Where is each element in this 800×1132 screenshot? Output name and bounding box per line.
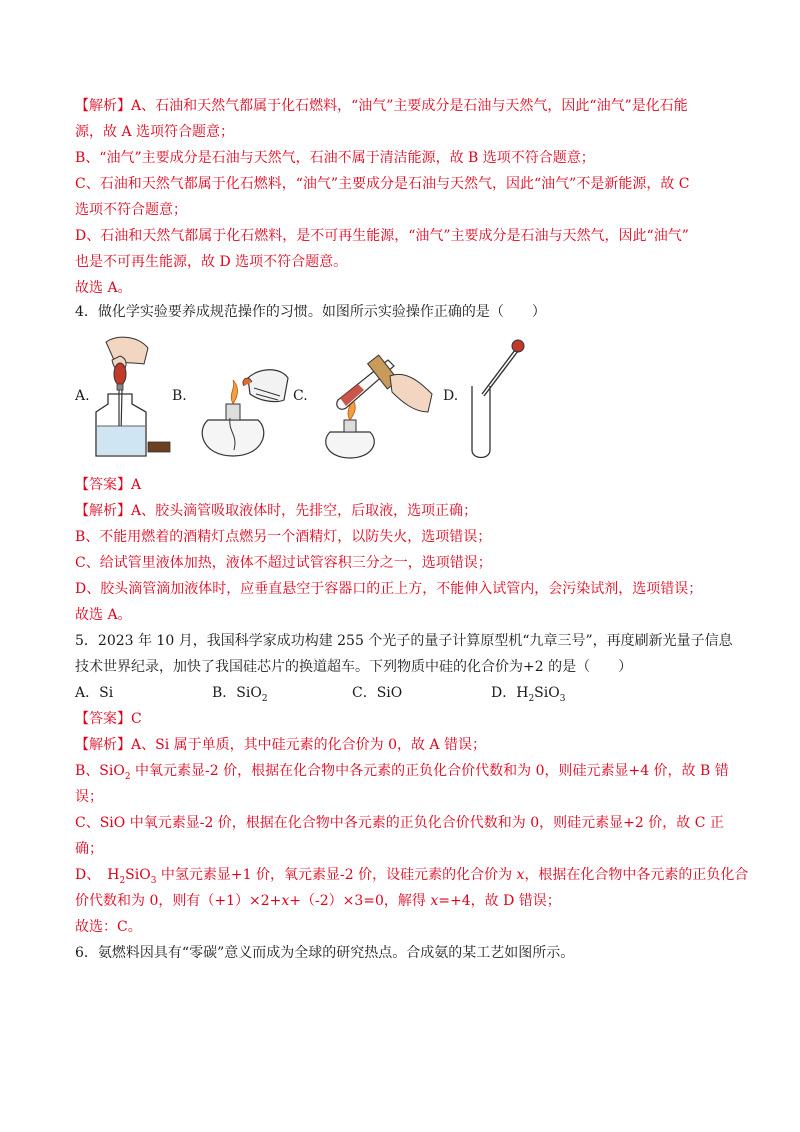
q5-question-line-1: 5．2023 年 10 月，我国科学家成功构建 255 个光子的量子计算原型机“九章三号”，再度刷新光量子信息 xyxy=(75,633,733,649)
q5-analysis-line-6: D、 $H_2SiO_3$ 中氢元素显+1 价，氧元素显-2 价，设硅元素的化合价为 x，根据在化合物中各元素的正负化合 xyxy=(75,867,749,886)
q3-analysis-line-1: 【解析】A、石油和天然气都属于化石燃料，“油气”主要成分是石油与天然气，因此“油气”是化石能 xyxy=(75,98,688,114)
q3-analysis-line-8: 故选 A。 xyxy=(75,280,132,296)
q4-question: 4．做化学实验要养成规范操作的习惯。如图所示实验操作正确的是（ ） xyxy=(75,304,546,320)
q4-answer: 【答案】A xyxy=(75,477,142,493)
q3-analysis-line-4: C、石油和天然气都属于化石燃料，“油气”主要成分是石油与天然气，因此“油气”不是新能源，故 C xyxy=(75,176,690,192)
q4-analysis-line-2: B、不能用燃着的酒精灯点燃另一个酒精灯，以防失火，选项错误； xyxy=(75,529,492,545)
q5-option-b: B．SiO$_2$ xyxy=(212,685,268,704)
q4-analysis-line-4: D、胶头滴管滴加液体时，应垂直悬空于容器口的正上方，不能伸入试管内，会污染试剂，选项错误； xyxy=(75,581,703,597)
q5-analysis-line-7: 价代数和为 0，则有（+1）×2+x+（-2）×3=0，解得 x=+4，故 D 错误； xyxy=(75,893,561,909)
q5-analysis-line-3: 误； xyxy=(75,789,103,805)
q5-analysis-line-8: 故选：C。 xyxy=(75,919,142,935)
q4-analysis-line-5: 故选 A。 xyxy=(75,607,132,623)
q3-analysis-line-6: D、石油和天然气都属于化石燃料，是不可再生能源，“油气”主要成分是石油与天然气，因此“油气” xyxy=(75,228,689,244)
q4-analysis-line-3: C、给试管里液体加热，液体不超过试管容积三分之一，选项错误； xyxy=(75,555,492,571)
dropper-in-tube-figure xyxy=(460,336,530,462)
q5-option-a: A．Si xyxy=(75,685,114,701)
q4-analysis-line-1: 【解析】A、胶头滴管吸取液体时，先排空，后取液，选项正确； xyxy=(75,503,478,519)
q4-figure-label-a: A. xyxy=(75,388,90,404)
q4-figure-label-c: C. xyxy=(293,388,308,404)
q5-option-c: C．SiO xyxy=(352,685,403,701)
q5-analysis-line-4: C、SiO 中氧元素显-2 价，根据在化合物中各元素的正负化合价代数和为 0，则硅元素显+2 价，故 C 正 xyxy=(75,815,724,831)
q5-analysis-line-2: B、SiO$_2$ 中氧元素显-2 价，根据在化合物中各元素的正负化合价代数和为 0，则硅元素显+4 价，故 B 错 xyxy=(75,763,729,782)
q6-question: 6．氨燃料因具有“零碳”意义而成为全球的研究热点。合成氨的某工艺如图所示。 xyxy=(75,945,575,961)
q5-analysis-line-5: 确； xyxy=(75,841,103,857)
q3-analysis-line-3: B、“油气”主要成分是石油与天然气，石油不属于清洁能源，故 B 选项不符合题意； xyxy=(75,150,595,166)
q5-answer: 【答案】C xyxy=(75,711,142,727)
q4-figure-label-d: D. xyxy=(443,388,459,404)
test-tube-heating-figure xyxy=(310,346,435,462)
q5-question-line-2: 技术世界纪录，加快了我国硅芯片的换道超车。下列物质中硅的化合价为+2 的是（ ） xyxy=(75,659,633,675)
q3-analysis-line-7: 也是不可再生能源，故 D 选项不符合题意。 xyxy=(75,254,348,270)
q4-figure-label-b: B. xyxy=(172,388,187,404)
q3-analysis-line-2: 源，故 A 选项符合题意； xyxy=(75,124,235,140)
dropper-in-bottle-figure xyxy=(88,334,178,462)
q5-analysis-line-1: 【解析】A、Si 属于单质，其中硅元素的化合价为 0，故 A 错误； xyxy=(75,737,486,753)
q5-option-d: D．$H_2SiO_3$ xyxy=(491,685,566,704)
lamp-lighting-lamp-figure xyxy=(188,360,298,460)
q3-analysis-line-5: 选项不符合题意； xyxy=(75,202,187,218)
